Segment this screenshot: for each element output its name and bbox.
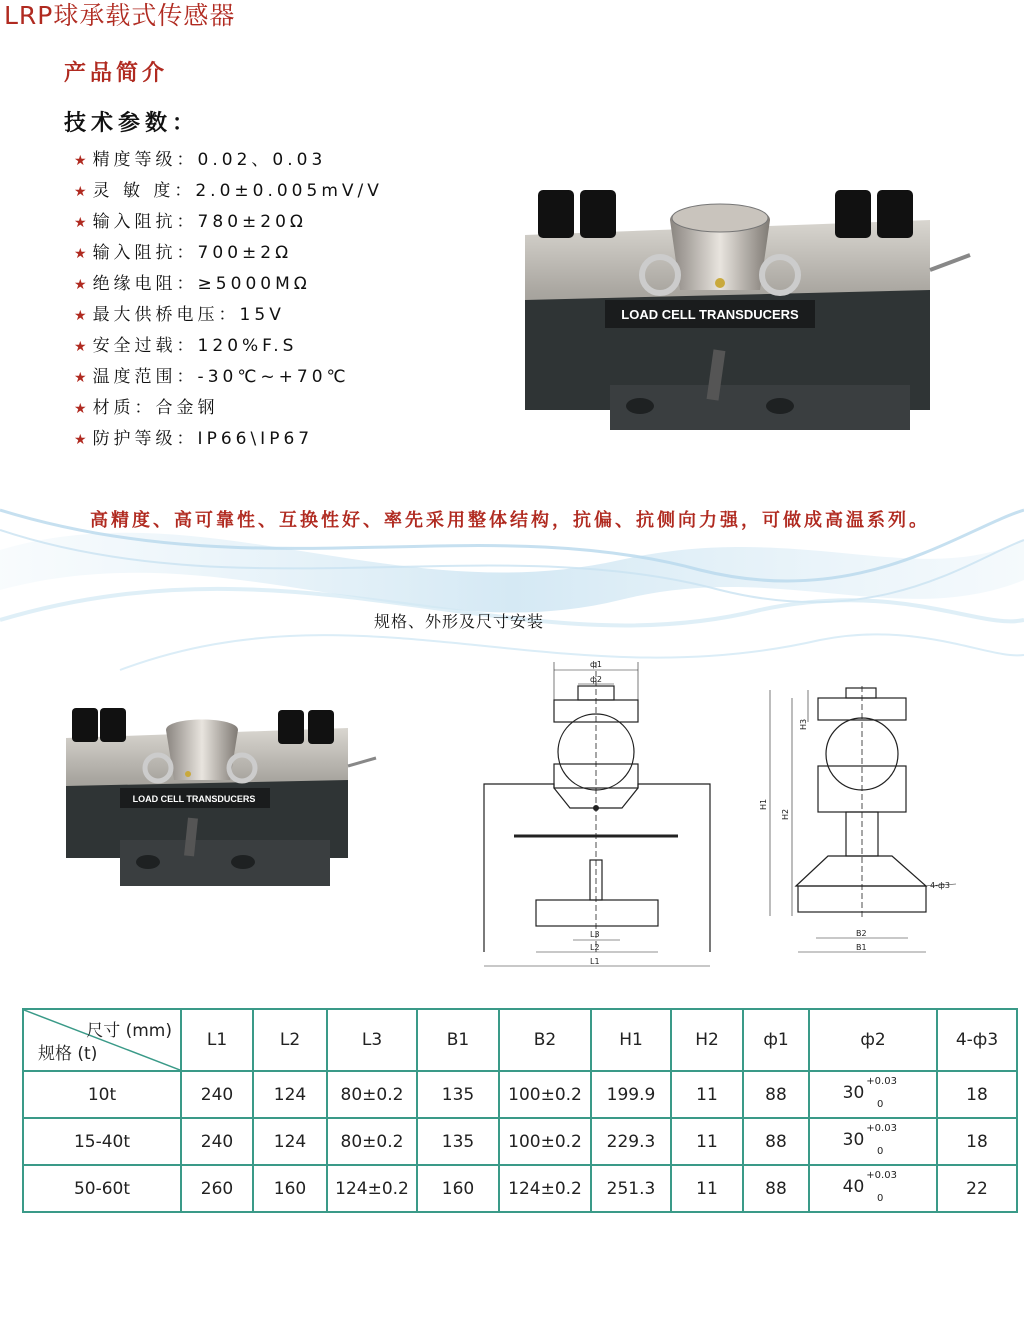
phi2-upper-tol: +0.03 xyxy=(866,1075,897,1087)
cell-l2: 160 xyxy=(253,1165,327,1212)
cell-b1: 135 xyxy=(417,1071,499,1118)
cell-l3: 80±0.2 xyxy=(327,1118,417,1165)
star-icon: ★ xyxy=(74,339,87,355)
spec-text: 精度等级：0.02、0.03 xyxy=(92,150,327,170)
cell-l1: 260 xyxy=(181,1165,253,1212)
dim-b1: B1 xyxy=(856,943,867,952)
spec-item xyxy=(74,302,383,333)
col-header-phi3: 4-ф3 xyxy=(937,1009,1017,1071)
col-header-phi2: ф2 xyxy=(809,1009,937,1071)
spec-heading: 技术参数： xyxy=(64,111,200,136)
spec-item xyxy=(74,395,383,426)
dim-h1: H1 xyxy=(759,798,768,810)
spec-item xyxy=(74,333,383,364)
phi2-upper-tol: +0.03 xyxy=(866,1169,897,1181)
product-photo-small xyxy=(58,700,378,900)
spec-text: 最大供桥电压：15V xyxy=(92,305,285,325)
cell-b1: 160 xyxy=(417,1165,499,1212)
star-icon: ★ xyxy=(74,246,87,262)
spec-item xyxy=(74,426,383,457)
col-header-h1: H1 xyxy=(591,1009,671,1071)
cell-phi1: 88 xyxy=(743,1118,809,1165)
table-row xyxy=(23,1118,1017,1165)
side-view-drawing xyxy=(756,680,976,960)
spec-list xyxy=(74,147,383,457)
star-icon: ★ xyxy=(74,277,87,293)
intro-heading: 产品简介 xyxy=(64,61,169,86)
dim-l3: L3 xyxy=(590,930,600,939)
feature-statement: 高精度、高可靠性、互换性好、率先采用整体结构，抗偏、抗侧向力强，可做成高温系列。 xyxy=(90,510,930,531)
star-icon: ★ xyxy=(74,308,87,324)
spec-text: 安全过载：120%F.S xyxy=(92,336,298,356)
phi2-value: 30 xyxy=(842,1083,865,1104)
spec-text: 温度范围：-30℃~+70℃ xyxy=(92,367,350,387)
spec-text: 绝缘电阻：≥5000MΩ xyxy=(92,274,311,294)
page-title: LRP球承载式传感器 xyxy=(4,1,236,30)
col-header-l1: L1 xyxy=(181,1009,253,1071)
drawing-caption: 规格、外形及尺寸安装 xyxy=(374,612,545,631)
dim-phi3: 4-ф3 xyxy=(930,881,950,890)
dim-l1: L1 xyxy=(590,957,600,966)
cell-b2: 100±0.2 xyxy=(499,1118,591,1165)
star-icon: ★ xyxy=(74,370,87,386)
spec-text: 灵 敏 度：2.0±0.005mV/V xyxy=(92,181,383,201)
col-header-h2: H2 xyxy=(671,1009,743,1071)
col-header-phi1: ф1 xyxy=(743,1009,809,1071)
star-icon: ★ xyxy=(74,184,87,200)
spec-text: 材质：合金钢 xyxy=(92,398,219,418)
cell-b1: 135 xyxy=(417,1118,499,1165)
cell-h2: 11 xyxy=(671,1118,743,1165)
cell-h1: 229.3 xyxy=(591,1118,671,1165)
cell-b2: 124±0.2 xyxy=(499,1165,591,1212)
phi2-lower-tol: 0 xyxy=(876,1192,884,1204)
phi2-lower-tol: 0 xyxy=(876,1098,884,1110)
spec-text: 防护等级：IP66\IP67 xyxy=(92,429,314,449)
cell-phi2 xyxy=(809,1118,937,1165)
dim-h3: H3 xyxy=(799,718,808,730)
cell-h1: 199.9 xyxy=(591,1071,671,1118)
cell-l3: 124±0.2 xyxy=(327,1165,417,1212)
star-icon: ★ xyxy=(74,215,87,231)
spec-text: 输入阻抗：780±20Ω xyxy=(92,212,307,232)
phi2-lower-tol: 0 xyxy=(876,1145,884,1157)
star-icon: ★ xyxy=(74,401,87,417)
cell-spec: 50-60t xyxy=(23,1165,181,1212)
phi2-upper-tol: +0.03 xyxy=(866,1122,897,1134)
spec-item xyxy=(74,147,383,178)
cell-h1: 251.3 xyxy=(591,1165,671,1212)
dim-h2: H2 xyxy=(781,808,790,820)
phi2-value: 40 xyxy=(842,1177,865,1198)
dim-phi1: ф1 xyxy=(590,660,602,669)
cell-l2: 124 xyxy=(253,1071,327,1118)
cell-phi3: 18 xyxy=(937,1071,1017,1118)
cell-phi3: 22 xyxy=(937,1165,1017,1212)
col-header-b2: B2 xyxy=(499,1009,591,1071)
cell-phi3: 18 xyxy=(937,1118,1017,1165)
dim-b2: B2 xyxy=(856,929,867,938)
cell-l2: 124 xyxy=(253,1118,327,1165)
col-header-l3: L3 xyxy=(327,1009,417,1071)
product-label-small: LOAD CELL TRANSDUCERS xyxy=(132,794,256,804)
spec-item xyxy=(74,364,383,395)
dim-phi2: ф2 xyxy=(590,675,602,684)
spec-item xyxy=(74,209,383,240)
dimension-table xyxy=(22,1008,1018,1213)
spec-item xyxy=(74,240,383,271)
cell-h2: 11 xyxy=(671,1165,743,1212)
spec-item xyxy=(74,271,383,302)
phi2-value: 30 xyxy=(842,1130,865,1151)
cell-spec: 15-40t xyxy=(23,1118,181,1165)
cell-l1: 240 xyxy=(181,1071,253,1118)
cell-phi1: 88 xyxy=(743,1071,809,1118)
cell-l3: 80±0.2 xyxy=(327,1071,417,1118)
cell-h2: 11 xyxy=(671,1071,743,1118)
dim-l2: L2 xyxy=(590,943,600,952)
cell-l1: 240 xyxy=(181,1118,253,1165)
cell-b2: 100±0.2 xyxy=(499,1071,591,1118)
spec-text: 输入阻抗：700±2Ω xyxy=(92,243,293,263)
corner-bottom-label: 规格 (t) xyxy=(38,1044,98,1064)
corner-top-label: 尺寸 (mm) xyxy=(86,1021,172,1041)
star-icon: ★ xyxy=(74,153,87,169)
product-label-large: LOAD CELL TRANSDUCERS xyxy=(621,307,799,322)
front-view-drawing xyxy=(478,652,718,972)
spec-item xyxy=(74,178,383,209)
product-photo-large xyxy=(510,180,980,440)
cell-phi2 xyxy=(809,1165,937,1212)
col-header-b1: B1 xyxy=(417,1009,499,1071)
cell-phi1: 88 xyxy=(743,1165,809,1212)
cell-spec: 10t xyxy=(23,1071,181,1118)
table-corner-header xyxy=(23,1009,181,1071)
table-row xyxy=(23,1165,1017,1212)
col-header-l2: L2 xyxy=(253,1009,327,1071)
table-row xyxy=(23,1071,1017,1118)
star-icon: ★ xyxy=(74,432,87,448)
cell-phi2 xyxy=(809,1071,937,1118)
